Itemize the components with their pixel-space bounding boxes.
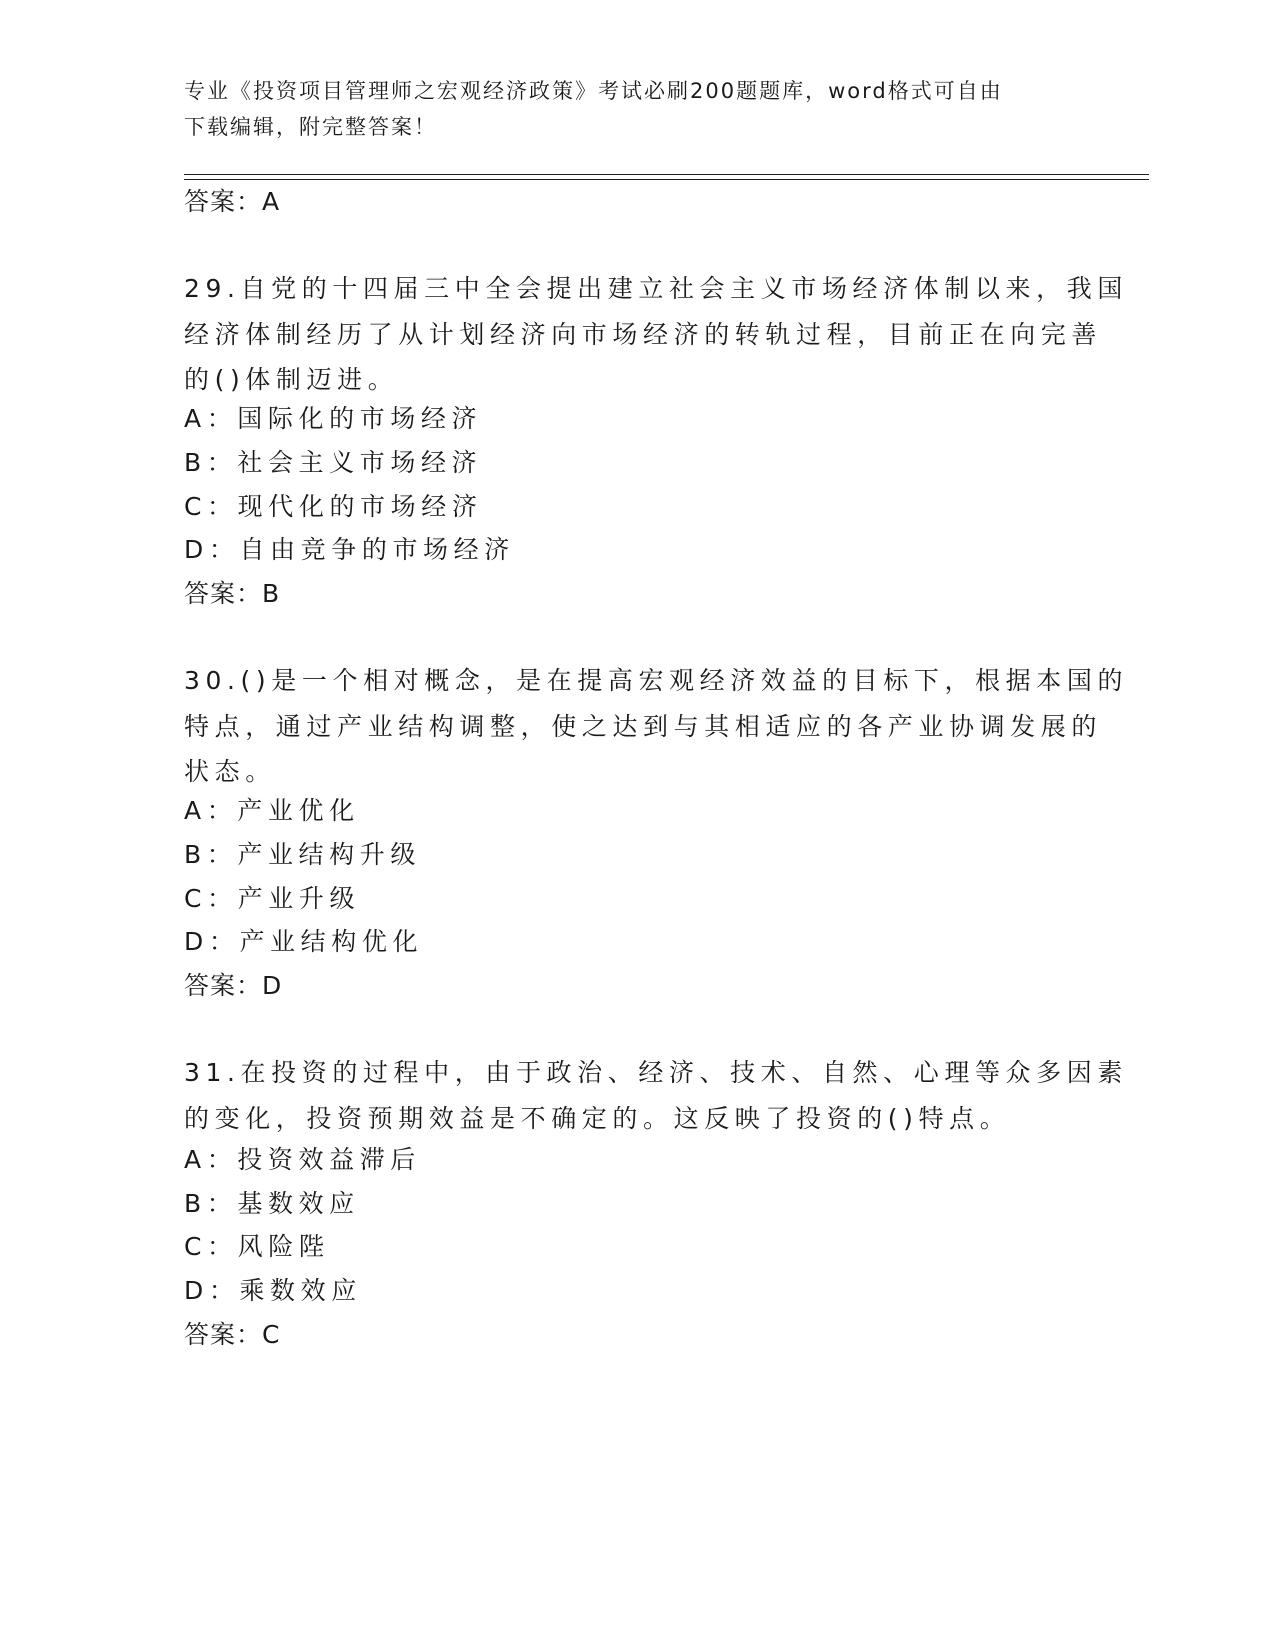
question-29-option-b: B：社会主义市场经济 xyxy=(184,448,483,477)
question-31-answer xyxy=(184,1317,280,1353)
question-31 xyxy=(184,1050,1128,1141)
question-30-option-a: A：产业优化 xyxy=(184,796,360,825)
answer-label: 答案： xyxy=(184,579,263,608)
question-text-line: 状态。 xyxy=(184,757,276,786)
header-line-2: 下载编辑，附完整答案！ xyxy=(184,115,437,139)
answer-prev xyxy=(184,184,280,220)
question-text-line: 的()体制迈进。 xyxy=(184,365,399,394)
question-text-line: 31.在投资的过程中，由于政治、经济、技术、自然、心理等众多因素 xyxy=(184,1058,1128,1087)
question-30-option-c: C：产业升级 xyxy=(184,884,361,913)
answer-label: 答案： xyxy=(184,971,263,1000)
question-text-line: 30.()是一个相对概念，是在提高宏观经济效益的目标下，根据本国的 xyxy=(184,666,1129,695)
question-text-line: 的变化，投资预期效益是不确定的。这反映了投资的()特点。 xyxy=(184,1103,1011,1133)
answer-value: B xyxy=(262,579,281,608)
question-30-answer xyxy=(184,968,282,1004)
header-divider xyxy=(184,174,1149,180)
question-30 xyxy=(184,658,1129,795)
question-29-option-d: D：自由竞争的市场经济 xyxy=(184,535,515,564)
question-31-option-c: C：风险陛 xyxy=(184,1232,330,1261)
answer-value: A xyxy=(262,187,281,216)
question-31-option-d: D：乘数效应 xyxy=(184,1276,362,1305)
document-header xyxy=(184,73,1084,145)
answer-value: C xyxy=(262,1320,281,1349)
question-31-option-a: A：投资效益滞后 xyxy=(184,1145,421,1174)
question-30-option-d: D：产业结构优化 xyxy=(184,927,424,956)
answer-value: D xyxy=(262,971,283,1000)
question-text-line: 经济体制经历了从计划经济向市场经济的转轨过程，目前正在向完善 xyxy=(184,319,1103,349)
question-31-option-b: B：基数效应 xyxy=(184,1189,360,1218)
question-29-answer xyxy=(184,576,280,612)
question-text-line: 特点，通过产业结构调整，使之达到与其相适应的各产业协调发展的 xyxy=(184,711,1103,741)
question-29-option-c: C：现代化的市场经济 xyxy=(184,492,483,521)
answer-label: 答案： xyxy=(184,187,263,216)
question-29-option-a: A：国际化的市场经济 xyxy=(184,404,483,433)
header-line-1: 专业《投资项目管理师之宏观经济政策》考试必刷200题题库，word格式可自由 xyxy=(184,79,1003,103)
question-30-option-b: B：产业结构升级 xyxy=(184,840,421,869)
question-29 xyxy=(184,266,1128,403)
answer-label: 答案： xyxy=(184,1320,263,1349)
question-text-line: 29.自党的十四届三中全会提出建立社会主义市场经济体制以来，我国 xyxy=(184,274,1128,303)
